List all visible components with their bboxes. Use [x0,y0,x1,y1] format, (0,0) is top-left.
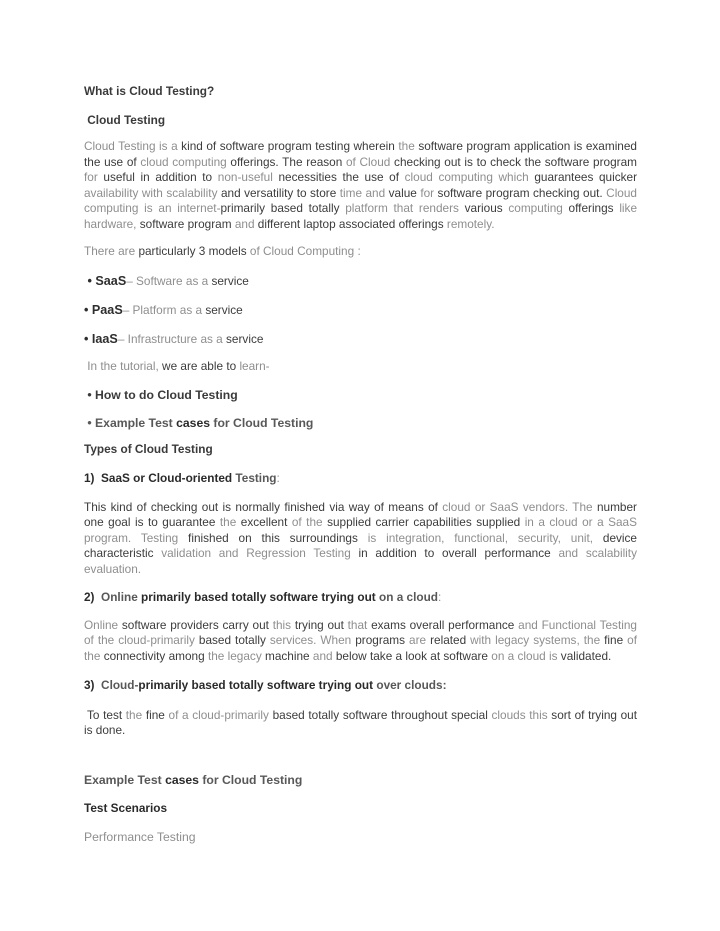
text-run: software program application is examined the use of [84,139,637,169]
text-run: Cloud Testing [84,112,166,127]
heading-cloud-over-clouds [84,678,637,694]
text-run: primarily based totally software trying out [138,678,377,692]
text-run: platform that renders [345,201,465,215]
text-run: service [211,273,249,288]
text-run: • PaaS [84,303,123,317]
text-run: this [272,617,295,632]
subheading-cloud-testing [84,113,637,129]
heading-test-scenarios [84,801,637,817]
text-run: finished on this surroundings [188,530,368,545]
text-run: for Cloud Testing [202,772,303,787]
text-run: for [84,170,104,184]
text-run: service [226,331,264,346]
text-run: learn- [239,359,270,373]
text-run: cases [165,772,203,787]
text-run: Testing [235,471,277,485]
text-run: necessities the use of [278,170,405,184]
text-run: over clouds: [376,678,447,692]
text-run: computing [508,201,569,215]
bullet-how-to-cloud-testing [84,388,637,403]
line-models-of-cloud-computing [84,244,637,260]
text-run: remotely. [446,216,495,231]
heading-saas-oriented-testing [84,471,637,487]
text-run: on a cloud [379,590,438,604]
text-run: Performance Testing [84,830,196,844]
text-run: programs [355,633,410,647]
text-run: the [219,515,241,529]
paragraph-saas-testing [84,500,637,578]
text-run: of the [291,515,328,529]
heading-online-software-testing [84,590,637,606]
text-run: – Platform as a [122,303,206,317]
text-run: • SaaS [84,273,127,288]
text-run: value [388,185,421,200]
text-run: services. When [269,633,356,647]
text-run: guarantees quicker [534,170,638,184]
text-run: trying out [294,617,348,632]
text-run: validated. [560,648,612,663]
text-run: sort of trying out is done. [84,707,637,737]
text-run: like hardware, [84,201,638,231]
text-run: validation and Regression Testing [161,546,359,560]
text-run: fine [145,707,169,722]
text-run: clouds [491,707,530,722]
text-run: machine [265,648,313,663]
text-run: particularly 3 models [138,244,250,258]
paragraph-over-clouds [84,708,637,739]
text-run: 2) [84,590,102,604]
text-run: exams overall performance [371,617,519,632]
text-run: the [125,707,146,722]
text-run: Online [84,617,122,632]
text-run: software program [139,216,235,231]
text-run: various [464,201,509,215]
text-run: checking out is to check the software program [394,154,637,169]
doc-title [84,84,637,100]
text-run: • Example Test [84,415,177,430]
text-run: Cloud Testing is a [84,139,182,153]
text-run: : [276,471,280,485]
text-run: – Infrastructure as a [117,331,227,346]
bullet-iaas [84,332,637,348]
text-run: connectivity among [103,648,208,663]
text-run: service [205,303,243,317]
text-run: Test Scenarios [84,800,168,815]
text-run: for [420,185,438,200]
text-run: To test [87,707,126,722]
text-run: non-useful [217,170,279,184]
text-run: and versatility to store [220,185,340,200]
text-run: primarily based totally software trying out [141,590,379,604]
text-run: 3) [84,678,102,692]
text-run: – Software as a [126,273,212,288]
text-run: on a cloud is [491,648,561,663]
text-run: software providers carry out [121,617,273,632]
text-run: What is Cloud Testing? [84,84,215,98]
text-run: of Cloud Computing : [249,244,361,258]
text-run: Cloud computing is an internet- [84,185,637,215]
text-run: software program checking out. [437,185,607,200]
text-run: we are able to [162,359,240,373]
text-run: are [409,633,431,647]
text-run: offerings. The reason [230,154,346,169]
text-run: different laptop associated offerings [257,216,447,231]
text-run: kind of software program testing wherein [181,139,399,153]
text-run: of the [84,633,637,663]
text-run: in addition to overall performance [358,546,559,560]
text-run: Types of Cloud Testing [84,441,213,456]
text-run: based totally [198,633,270,647]
text-run: in a cloud or a SaaS program. Testing [84,515,637,545]
text-run: and scalability evaluation. [84,546,637,576]
text-run: cloud computing [140,154,231,169]
text-run: : [438,590,442,604]
text-run: is integration, functional, security, unit, [367,530,603,545]
line-performance-testing [84,830,637,845]
text-run: cloud or SaaS vendors. The [442,499,597,514]
bullet-example-test-cases [84,416,637,431]
paragraph-online-testing [84,618,637,665]
text-run: excellent [240,515,292,529]
text-run: of Cloud [345,154,395,169]
paragraph-intro [84,139,637,232]
text-run: cases [176,415,214,430]
text-run: and [234,216,258,231]
text-run: and Functional Testing of the cloud-primarily [84,617,637,647]
text-run: the legacy [207,648,266,663]
text-run: cloud computing which [404,170,535,184]
text-run: • How to do Cloud Testing [84,387,238,402]
text-run: supplied carrier capabilities supplied [327,515,525,529]
text-run: • IaaS [84,331,118,346]
text-run: number one goal is to guarantee [84,499,637,529]
text-run: offerings [568,201,620,215]
line-example-test-cases-bottom [84,773,637,788]
text-run: the [398,139,419,153]
text-run: useful in addition to [103,170,218,184]
text-run: This kind of checking out is normally finished via way of means of [84,499,443,514]
text-run: fine [604,633,628,647]
bullet-paas [84,303,637,319]
text-run: for Cloud Testing [213,415,314,430]
text-run: that [347,617,372,632]
text-run: this [529,707,552,722]
text-run: below take a look at software [335,648,492,663]
text-run: with legacy systems, the [470,633,605,647]
text-run: Cloud- [101,678,139,692]
text-run: of a cloud-primarily [168,707,273,722]
text-run: In the tutorial, [84,359,163,373]
text-run: based totally software throughout special [272,707,492,722]
text-run: Online [101,590,142,604]
text-run: availability with scalability [84,185,221,200]
text-run: 1) SaaS or Cloud-oriented [84,471,236,485]
text-run: related [430,633,471,647]
text-run: primarily based totally [220,201,346,215]
bullet-saas [84,274,637,290]
line-tutorial-learn [84,359,637,375]
text-run: Example Test [84,772,166,787]
text-run: time and [339,185,389,200]
text-run: device characteristic [84,530,637,560]
document-body [84,84,637,845]
text-run: There are [84,244,139,258]
text-run: and [312,648,336,663]
heading-types-of-cloud-testing [84,442,637,458]
